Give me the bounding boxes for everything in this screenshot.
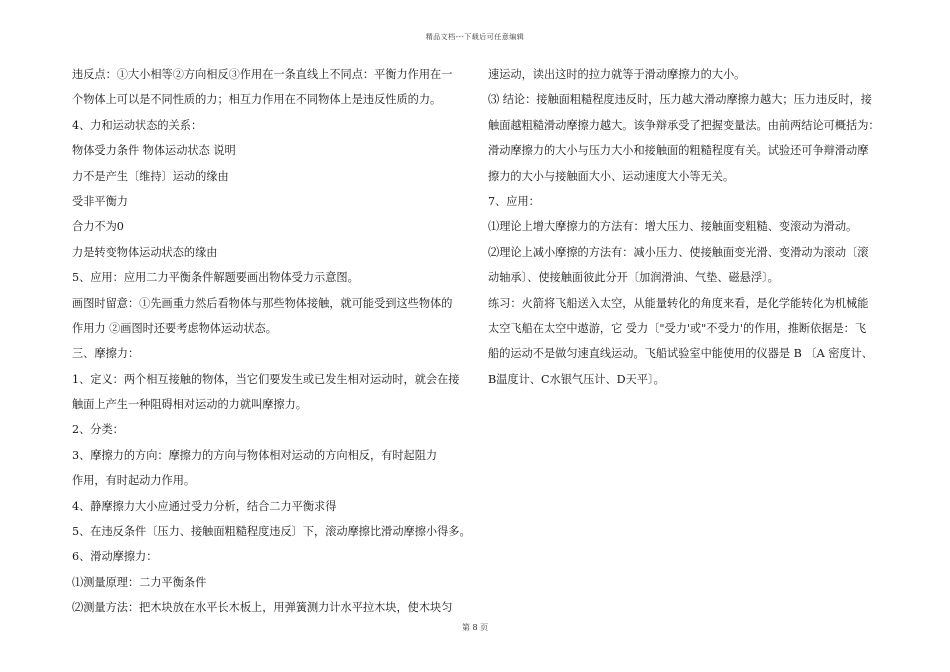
text-line: ⑶ 结论：接触面粗糙程度违反时，压力越大滑动摩擦力越大；压力违反时，接 (488, 93, 872, 107)
text-line: 1、定义：两个相互接触的物体，当它们要发生或已发生相对运动时，就会在接 (72, 372, 460, 386)
text-line: 4、力和运动状态的关系： (72, 118, 203, 132)
text-line: 动轴承〕、使接触面彼此分开〔加润滑油、气垫、磁悬浮〕。 (488, 271, 779, 285)
page-number: 第 8 页 (461, 623, 489, 632)
text-line: 2、分类： (72, 423, 124, 437)
text-line: 违反点：①大小相等②方向相反③作用在一条直线上不同点：平衡力作用在一 (72, 68, 453, 81)
text-line: 作用，有时起动力作用。 (72, 474, 196, 488)
text-line: 速运动，读出这时的拉力就等于滑动摩擦力的大小。 (488, 68, 746, 81)
text-line: 船的运动不是做匀速直线运动。飞船试验室中能使用的仪器是 B 〔A 密度计、 (488, 347, 873, 361)
text-line: 作用力 ②画图时还要考虑物体运动状态。 (72, 321, 277, 335)
text-line: 触面越粗糙滑动摩擦力越大。该争辩承受了把握变量法。由前两结论可概括为： (488, 118, 880, 132)
text-line: 合力不为0 (72, 220, 124, 234)
text-line: ⑴理论上增大摩擦力的方法有：增大压力、接触面变粗糙、变滚动为滑动。 (488, 220, 858, 234)
text-line: 个物体上可以是不同性质的力；相互力作用在不同物体上是违反性质的力。 (72, 93, 442, 107)
text-line: ⑵测量方法：把木块放在水平长木板上，用弹簧测力计水平拉木块，使木块匀 (72, 601, 453, 615)
page-header: 精品文档---下载后可任意编辑 (425, 33, 525, 41)
text-line: 画图时留意：①先画重力然后看物体与那些物体接触，就可能受到这些物体的 (72, 296, 453, 310)
text-line: 触面上产生一种阻碍相对运动的力就叫摩擦力。 (72, 398, 307, 412)
text-line: 练习：火箭将飞船送入太空，从能量转化的角度来看，是化学能转化为机械能 (488, 296, 869, 310)
text-line: 太空飞船在太空中遨游，它 受力〔"受力'或"不受力'的作用，推断依据是：飞 (488, 321, 867, 335)
left-column (72, 66, 488, 625)
text-line: 5、应用：应用二力平衡条件解题要画出物体受力示意图。 (72, 271, 359, 285)
text-line: 5、在违反条件〔压力、接触面粗糙程度违反〕下，滚动摩擦比滑动摩擦小得多。 (72, 525, 471, 539)
text-line: 滑动摩擦力的大小与压力大小和接触面的粗糙程度有关。试验还可争辩滑动摩 (488, 144, 869, 158)
text-line: 三、摩擦力： (72, 347, 140, 361)
text-line: 受非平衡力 (72, 194, 128, 208)
text-line: 6、滑动摩擦力： (72, 550, 158, 564)
right-column (488, 66, 880, 396)
text-line: B温度计、C水银气压计、D天平〕。 (488, 372, 665, 386)
text-line: ⑵理论上减小摩擦的方法有：减小压力、使接触面变光滑、变滑动为滚动〔滚 (488, 245, 869, 259)
text-line: 力不是产生〔维持〕运动的缘由 (72, 169, 229, 183)
text-line: 力是转变物体运动状态的缘由 (72, 245, 218, 259)
text-line: 3、摩擦力的方向：摩擦力的方向与物体相对运动的方向相反，有时起阻力 (72, 448, 438, 462)
text-line: 物体受力条件 物体运动状态 说明 (72, 144, 236, 158)
text-line: ⑴测量原理：二力平衡条件 (72, 575, 207, 589)
text-line: 擦力的大小与接触面大小、运动速度大小等无关。 (488, 169, 735, 183)
text-line: 7、应用： (488, 194, 540, 208)
text-line: 4、静摩擦力大小应通过受力分析，结合二力平衡求得 (72, 499, 337, 513)
